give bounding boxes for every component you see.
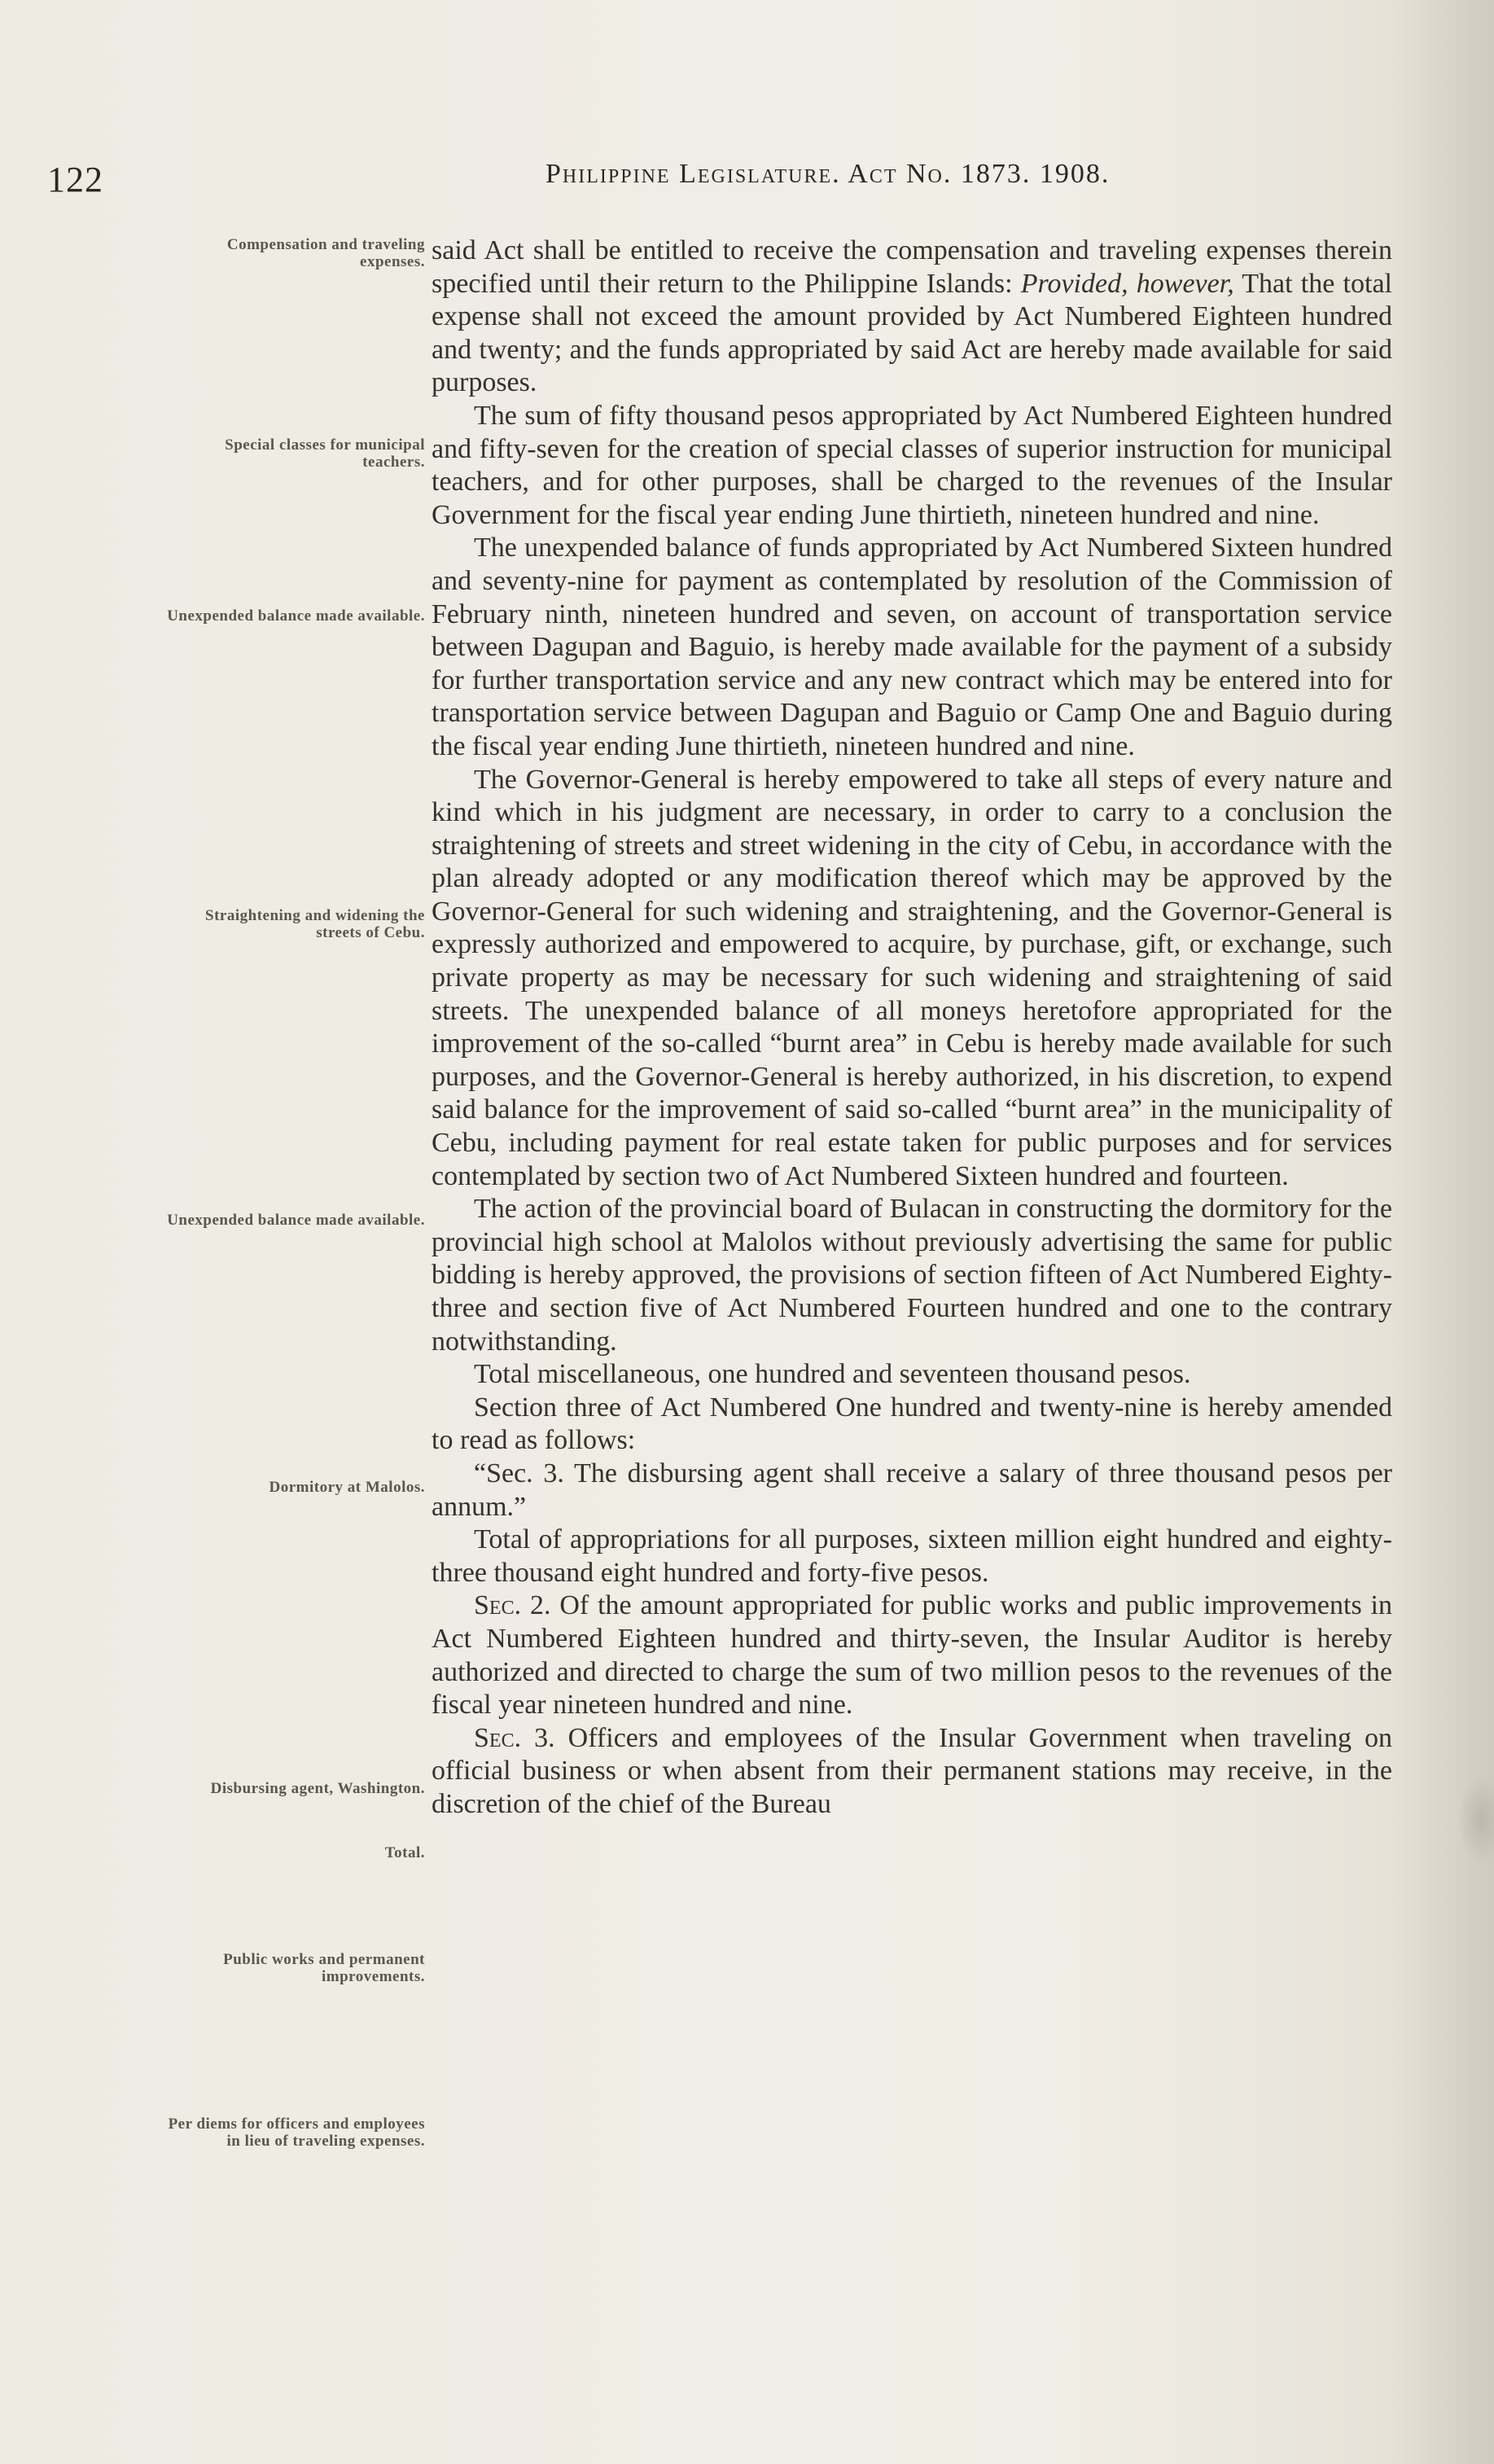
paragraph-section-2: Sec. 2. Of the amount appropriated for public works and public improvements in Act Numbered Eighteen hundred and thirty-seven, the Insular Auditor is hereby authorized and directed to charge the sum of two million pesos to the revenues of the fiscal year nineteen hundred and nine. [432,1590,1393,1721]
proviso: Provided, however, [1020,268,1234,299]
running-head: Philippine Legislature. Act No. 1873. 1908. [545,159,1111,189]
body-text [432,235,1392,1822]
paragraph-total-miscellaneous: Total miscellaneous, one hundred and seventeen thousand pesos. [474,1359,1191,1390]
paragraph-section-3: Sec. 3. Officers and employees of the Insular Government when traveling on official business or when absent from their permanent stations may receive, in the discretion of the chief of the Bureau [432,1722,1392,1819]
paragraph-section-amendment: Section three of Act Numbered One hundred and twenty-nine is hereby amended to read as follows: [432,1392,1392,1456]
side-note: Dormitory at Malolos. [269,1479,425,1496]
side-note: Per diems for officers and employees in lieu of traveling expenses. [168,2115,425,2150]
paragraph-compensation: said Act shall be entitled to receive the compensation and traveling expenses therein specified until their return to the Philippine Islands: Provided, however, That the total expense shall not exceed the amount provided by Act Numbered Eighteen hundred and twenty; and the funds appropriated by said Act are hereby made available for said purposes. [432,235,1392,398]
paragraph-total-appropriations: Total of appropriations for all purposes, sixteen million eight hundred and eighty-three thousand eight hundred and forty-five pesos. [432,1524,1392,1588]
side-note: Public works and permanent improvements. [223,1951,425,1985]
side-note: Disbursing agent, Washington. [210,1780,425,1797]
side-note: Unexpended balance made available. [167,1212,425,1229]
page-number: 122 [47,160,103,199]
section-label: Sec. 3. [474,1722,555,1753]
side-note: Total. [384,1844,425,1861]
side-note: Unexpended balance made available. [167,607,425,625]
paragraph-special-classes: The sum of fifty thousand pesos appropriated by Act Numbered Eighteen hundred and fifty-seven for the creation of special classes of superior instruction for municipal teachers, and for other purposes, shall be charged to the revenues of the Insular Government for the fiscal year ending June thirtieth, nineteen hundred and nine. [432,400,1392,530]
paragraph-dormitory: The action of the provincial board of Bulacan in constructing the dormitory for the provincial high school at Malolos without previously advertising the same for public bidding is hereby approved, the provisions of section fifteen of Act Numbered Eighty-three and section five of Act Numbered Fourteen hundred and one to the contrary notwithstanding. [432,1194,1392,1357]
paragraph-disbursing-agent: “Sec. 3. The disbursing agent shall receive a salary of three thousand pesos per annum.” [432,1458,1392,1522]
paragraph-unexpended-balance: The unexpended balance of funds appropriated by Act Numbered Sixteen hundred and seventy-nine for payment as contemplated by resolution of the Commission of February ninth, nineteen hundred and seven, on account of transportation service between Dagupan and Baguio, is hereby made available for the payment of a subsidy for further transportation service and any new contract which may be entered into for transportation service between Dagupan and Baguio or Camp One and Baguio during the fiscal year ending June thirtieth, nineteen hundred and nine. [432,533,1392,761]
side-note: Compensation and traveling expenses. [226,236,425,270]
paragraph-cebu-streets: The Governor-General is hereby empowered to take all steps of every nature and kind which in his judgment are necessary, in order to carry to a conclusion the straightening of streets and street widening in the city of Cebu, in accordance with the plan already adopted or any modification thereof which may be approved by the Governor-General for such widening and straightening, and the Governor-General is expressly authorized and empowered to acquire, by purchase, gift, or exchange, such private property as may be necessary for such widening and straightening of said streets. The unexpended balance of all moneys heretofore appropriated for the improvement of the so-called “burnt area” in Cebu is hereby made available for such purposes, and the Governor-General is hereby authorized, in his discretion, to expend said balance for the improvement of said so-called “burnt area” in the municipality of Cebu, including payment for real estate taken for public purposes and for services contemplated by section two of Act Numbered Sixteen hundred and fourteen. [432,764,1392,1191]
section-label: Sec. 2. [474,1590,551,1621]
side-note: Special classes for municipal teachers. [225,436,425,471]
page-edge-smudge [1457,1775,1494,1865]
side-note: Straightening and widening the streets of Cebu. [205,907,425,941]
